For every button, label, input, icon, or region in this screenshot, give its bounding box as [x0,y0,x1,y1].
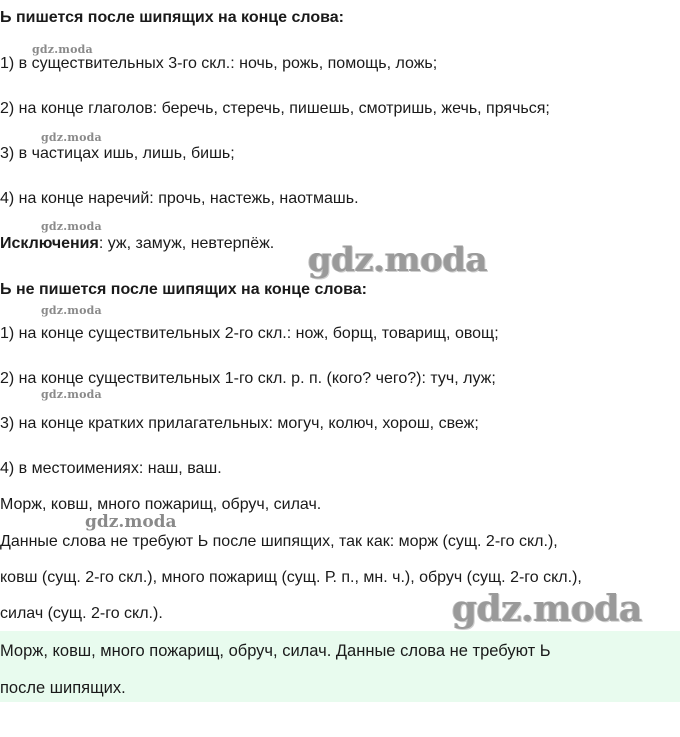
watermark-small: gdz.moda [41,220,102,233]
watermark-small: gdz.moda [41,388,102,401]
task-explanation-line-2: ковш (сущ. 2-го скл.), много пожарищ (сущ. Р. п., мн. ч.), обруч (сущ. 2-го скл.), [0,569,582,586]
rule2-item-3: 3) на конце кратких прилагательных: могуч, колюч, хорош, свеж; [0,415,479,432]
answer-box [0,631,680,702]
rule2-item-4: 4) в местоимениях: наш, ваш. [0,460,222,477]
watermark-small: gdz.moda [32,43,93,56]
watermark-medium: gdz.moda [85,512,177,532]
watermark-large: gdz.moda [308,240,488,280]
rule1-exceptions [0,234,274,254]
rule2-heading: Ь не пишется после шипящих на конце слова: [0,281,367,298]
answer-line-1: Морж, ковш, много пожарищ, обруч, силач. Данные слова не требуют Ь [0,642,551,660]
task-words: Морж, ковш, много пожарищ, обруч, силач. [0,496,322,513]
exceptions-text: : уж, замуж, невтерпёж. [98,235,275,252]
watermark-small: gdz.moda [41,304,102,317]
task-explanation-line-1: Данные слова не требуют Ь после шипящих, так как: морж (сущ. 2-го скл.), [0,533,558,550]
rule1-item-4: 4) на конце наречий: прочь, настежь, наотмашь. [0,190,359,207]
rule1-item-2: 2) на конце глаголов: беречь, стеречь, пишешь, смотришь, жечь, прячься; [0,100,550,117]
answer-line-2: после шипящих. [0,679,126,697]
rule2-item-2: 2) на конце существительных 1-го скл. р. п. (кого? чего?): туч, луж; [0,370,496,387]
watermark-large: gdz.moda [452,588,642,630]
rule1-item-3: 3) в частицах ишь, лишь, бишь; [0,145,235,162]
rule1-heading: Ь пишется после шипящих на конце слова: [0,9,344,26]
task-explanation-line-3: силач (сущ. 2-го скл.). [0,605,163,622]
exceptions-label: Исключения [0,235,99,252]
watermark-small: gdz.moda [41,131,102,144]
rule2-item-1: 1) на конце существительных 2-го скл.: нож, борщ, товарищ, овощ; [0,325,499,342]
rule1-item-1: 1) в существительных 3-го скл.: ночь, рожь, помощь, ложь; [0,55,438,72]
